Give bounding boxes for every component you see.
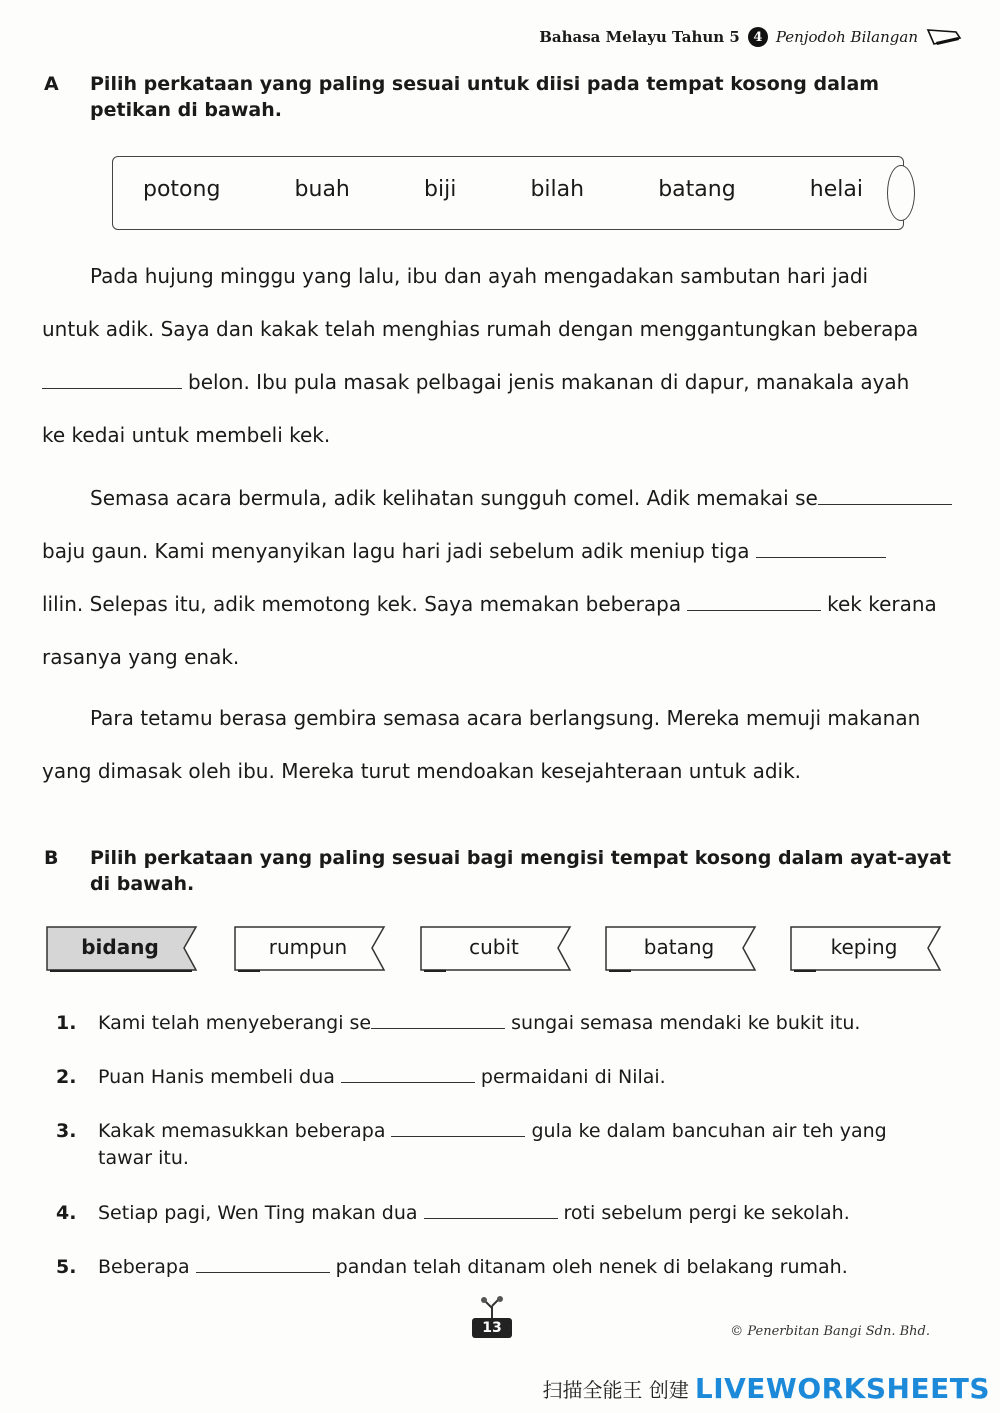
- question-item: [56, 1010, 956, 1037]
- tag-label: bidang: [81, 935, 159, 959]
- word-bank: [143, 177, 863, 202]
- question-text: permaidani di Nilai.: [480, 1066, 666, 1088]
- scroll-curl: [887, 165, 915, 221]
- word-option[interactable]: biji: [424, 177, 457, 202]
- question-text: pandan telah ditanam oleh nenek di belakang rumah.: [335, 1256, 848, 1278]
- tag-label: rumpun: [268, 935, 348, 959]
- question-text: Kami telah menyeberangi se: [98, 1012, 372, 1034]
- paragraph-3: [42, 692, 958, 798]
- answer-blank[interactable]: [818, 490, 952, 505]
- copyright-text: © Penerbitan Bangi Sdn. Bhd.: [730, 1324, 930, 1339]
- word-option[interactable]: potong: [143, 177, 221, 202]
- question-text: gula ke dalam bancuhan air teh yang: [531, 1120, 887, 1142]
- page-number: 13: [472, 1318, 512, 1338]
- para2-line: kek kerana: [827, 592, 937, 616]
- para1-line: Pada hujung minggu yang lalu, ibu dan ayah mengadakan sambutan hari jadi: [90, 264, 869, 288]
- para2-line: Semasa acara bermula, adik kelihatan sungguh comel. Adik memakai se: [90, 486, 818, 510]
- word-tags: [46, 926, 946, 976]
- question-item: [56, 1064, 956, 1091]
- tag-label: cubit: [469, 935, 519, 959]
- answer-blank[interactable]: [687, 596, 821, 611]
- answer-blank[interactable]: [341, 1068, 475, 1083]
- tag-label: keping: [830, 935, 898, 959]
- answer-blank[interactable]: [424, 1204, 558, 1219]
- question-text: Setiap pagi, Wen Ting makan dua: [98, 1202, 418, 1224]
- chapter-number: 4: [748, 27, 768, 47]
- section-a-letter: A: [44, 73, 59, 95]
- answer-blank[interactable]: [756, 543, 886, 558]
- question-item: [56, 1254, 956, 1281]
- word-option[interactable]: buah: [294, 177, 350, 202]
- question-number: 4.: [56, 1202, 77, 1224]
- question-item: [56, 1200, 956, 1227]
- section-a-heading: [44, 72, 966, 123]
- question-text: roti sebelum pergi ke sekolah.: [563, 1202, 850, 1224]
- question-text: Beberapa: [98, 1256, 190, 1278]
- word-option[interactable]: helai: [809, 177, 863, 202]
- question-number: 3.: [56, 1120, 77, 1142]
- book-icon: [926, 26, 962, 48]
- word-tag[interactable]: [234, 926, 382, 968]
- section-b-heading: [44, 846, 966, 897]
- question-text: Kakak memasukkan beberapa: [98, 1120, 386, 1142]
- brand-logo: LIVEWORKSHEETS: [694, 1372, 990, 1405]
- para1-line: untuk adik. Saya dan kakak telah menghias rumah dengan menggantungkan beberapa: [42, 317, 919, 341]
- watermark: [543, 1372, 990, 1405]
- section-b-instruction: Pilih perkataan yang paling sesuai bagi mengisi tempat kosong dalam ayat-ayat di bawah.: [90, 847, 952, 895]
- question-number: 5.: [56, 1256, 77, 1278]
- question-number: 1.: [56, 1012, 77, 1034]
- word-tag[interactable]: [605, 926, 753, 968]
- paragraph-1: [42, 250, 958, 462]
- word-option[interactable]: batang: [658, 177, 736, 202]
- para2-line: baju gaun. Kami menyanyikan lagu hari jadi sebelum adik meniup tiga: [42, 539, 750, 563]
- question-text: sungai semasa mendaki ke bukit itu.: [511, 1012, 861, 1034]
- word-tag[interactable]: [420, 926, 568, 968]
- tag-label: batang: [643, 935, 715, 959]
- question-item: [56, 1118, 956, 1172]
- paragraph-2: [42, 472, 958, 684]
- para1-line: belon. Ibu pula masak pelbagai jenis makanan di dapur, manakala ayah: [188, 370, 910, 394]
- section-b-letter: B: [44, 847, 59, 869]
- para3-line: Para tetamu berasa gembira semasa acara berlangsung. Mereka memuji makanan: [90, 706, 921, 730]
- word-option[interactable]: bilah: [530, 177, 585, 202]
- para3-line: yang dimasak oleh ibu. Mereka turut mendoakan kesejahteraan untuk adik.: [42, 759, 802, 783]
- answer-blank[interactable]: [196, 1258, 330, 1273]
- word-tag[interactable]: [790, 926, 938, 968]
- tree-icon: [466, 1296, 518, 1320]
- word-bank-scroll: [112, 156, 904, 230]
- answer-blank[interactable]: [391, 1122, 525, 1137]
- answer-blank[interactable]: [371, 1014, 505, 1029]
- section-a-instruction: Pilih perkataan yang paling sesuai untuk diisi pada tempat kosong dalam petikan di bawah.: [90, 73, 880, 121]
- answer-blank[interactable]: [42, 374, 182, 389]
- question-text: tawar itu.: [98, 1147, 189, 1169]
- word-tag[interactable]: [46, 926, 194, 968]
- book-title: Bahasa Melayu Tahun 5: [539, 28, 740, 46]
- page-number-badge: [466, 1296, 518, 1342]
- topic-title: Penjodoh Bilangan: [775, 28, 918, 46]
- para2-line: rasanya yang enak.: [42, 645, 240, 669]
- page-header: [539, 26, 962, 48]
- question-text: Puan Hanis membeli dua: [98, 1066, 335, 1088]
- question-number: 2.: [56, 1066, 77, 1088]
- scanner-credit: 扫描全能王 创建: [542, 1378, 689, 1402]
- para1-line: ke kedai untuk membeli kek.: [42, 423, 331, 447]
- para2-line: lilin. Selepas itu, adik memotong kek. Saya memakan beberapa: [42, 592, 682, 616]
